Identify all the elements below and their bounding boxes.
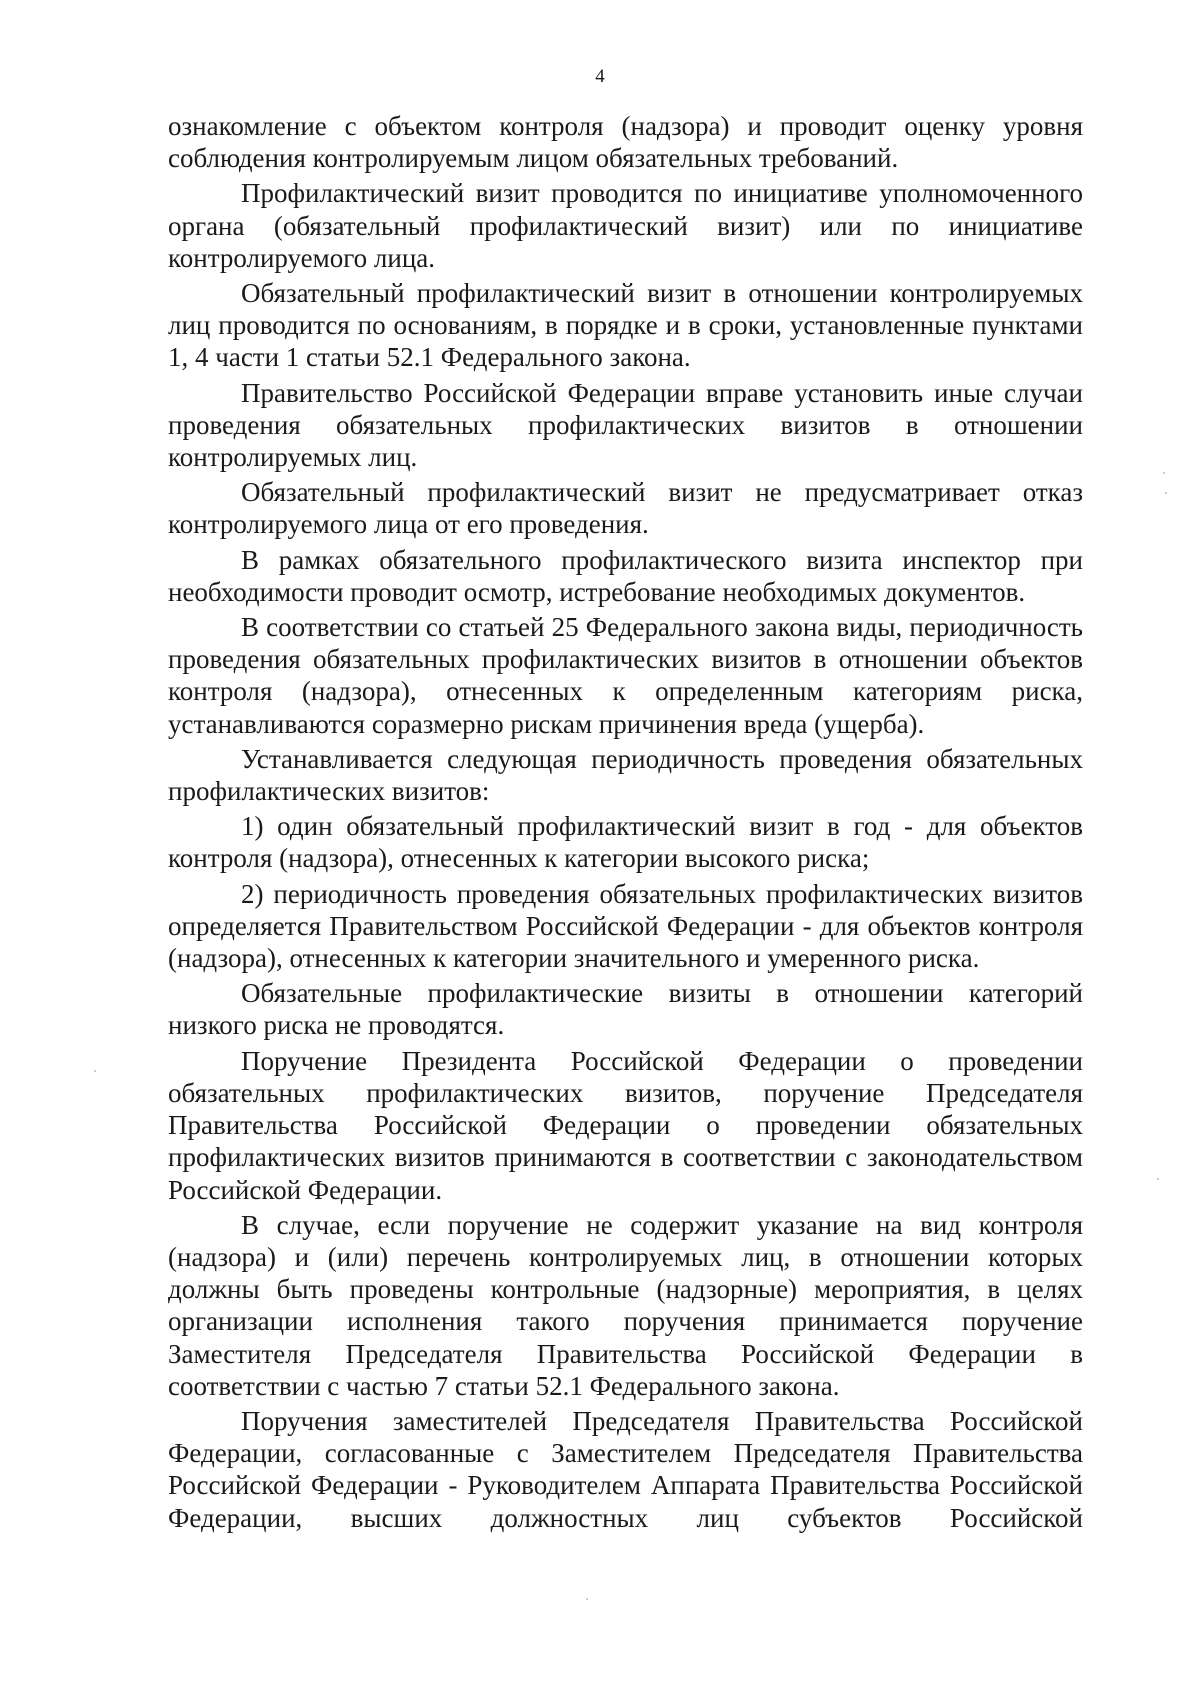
paragraph: ознакомление с объектом контроля (надзора) и проводит оценку уровня соблюдения контролируемым лицом обязательных требований. — [168, 111, 1083, 174]
page-number: 4 — [595, 66, 605, 87]
scan-speck — [94, 1070, 96, 1072]
paragraph: В рамках обязательного профилактического визита инспектор при необходимости проводит осмотр, истребование необходимых документов. — [168, 544, 1083, 607]
paragraph: Поручение Президента Российской Федерации о проведении обязательных профилактических визитов, поручение Председателя Правительства Российской Федерации о проведении обязательных профилактических визитов принимаются в соответствии с законодательством Российской Федерации. — [168, 1045, 1083, 1205]
scan-speck — [586, 1598, 588, 1600]
document-body — [168, 110, 1083, 1537]
paragraph: Правительство Российской Федерации вправе установить иные случаи проведения обязательных профилактических визитов в отношении контролируемых лиц. — [168, 377, 1083, 473]
paragraph: Поручения заместителей Председателя Правительства Российской Федерации, согласованные с Заместителем Председателя Правительства Российской Федерации - Руководителем Аппарата Правительства Российской Федерации, высших должностных лиц субъектов Российской — [168, 1405, 1083, 1533]
scan-speck — [1157, 1178, 1159, 1180]
paragraph: Профилактический визит проводится по инициативе уполномоченного органа (обязательный профилактический визит) или по инициативе контролируемого лица. — [168, 178, 1083, 273]
paragraph: Обязательные профилактические визиты в отношении категорий низкого риска не проводятся. — [168, 978, 1083, 1041]
paragraph: Устанавливается следующая периодичность проведения обязательных профилактических визитов: — [168, 743, 1083, 807]
list-item-paragraph: 1) один обязательный профилактический визит в год - для объектов контроля (надзора), отнесенных к категории высокого риска; — [168, 811, 1083, 874]
paragraph: В соответствии со статьей 25 Федерального закона виды, периодичность проведения обязательных профилактических визитов в отношении объектов контроля (надзора), отнесенных к определенным категориям риска, устанавливаются соразмерно рискам причинения вреда (ущерба). — [168, 612, 1083, 739]
paragraph: В случае, если поручение не содержит указание на вид контроля (надзора) и (или) перечень контролируемых лиц, в отношении которых должны быть проведены контрольные (надзорные) мероприятия, в целях организации исполнения такого поручения принимается поручение Заместителя Председателя Правительства Российской Федерации в соответствии с частью 7 статьи 52.1 Федерального закона. — [168, 1209, 1083, 1401]
list-item-paragraph: 2) периодичность проведения обязательных профилактических визитов определяется Правительством Российской Федерации - для объектов контроля (надзора), отнесенных к категории значительного и умеренного риска. — [168, 878, 1083, 974]
paragraph: Обязательный профилактический визит в отношении контролируемых лиц проводится по основаниям, в порядке и в сроки, установленные пунктами 1, 4 части 1 статьи 52.1 Федерального закона. — [168, 278, 1083, 373]
paragraph: Обязательный профилактический визит не предусматривает отказ контролируемого лица от его проведения. — [168, 477, 1083, 540]
scan-speck — [1165, 492, 1167, 494]
scan-speck — [1163, 472, 1165, 474]
